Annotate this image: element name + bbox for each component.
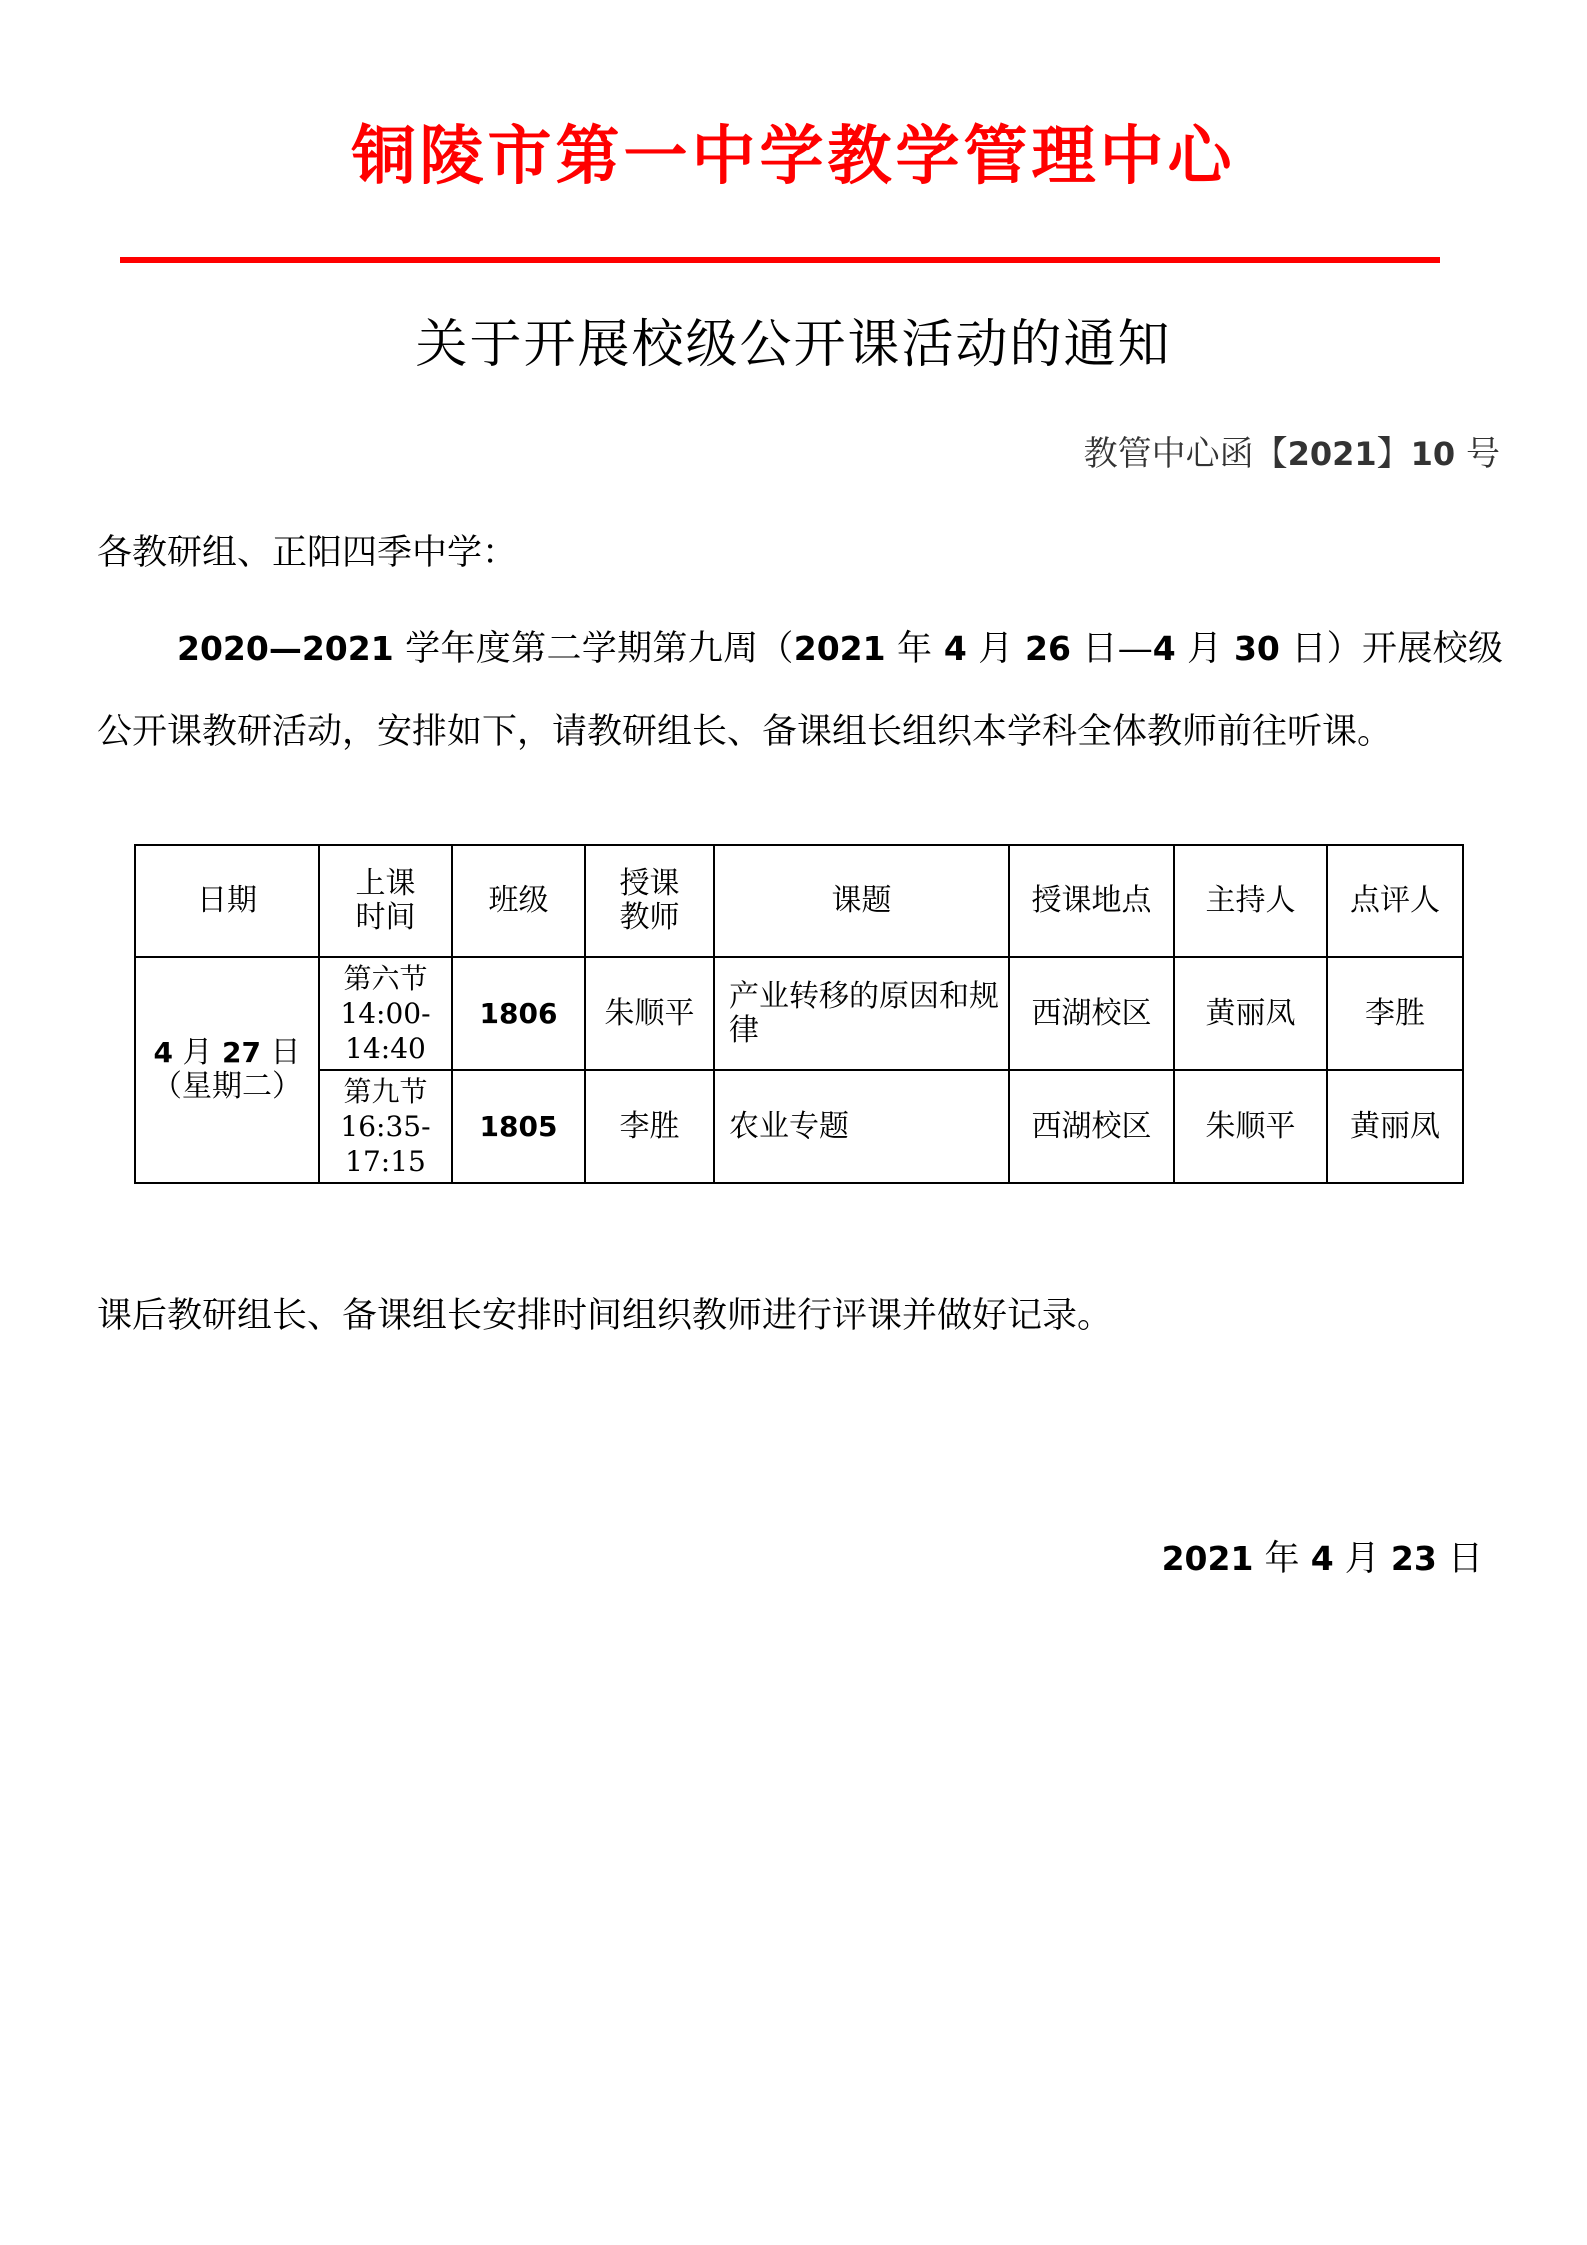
topic-cell: 农业专题	[714, 1070, 1009, 1183]
date-weekday: （星期二）	[152, 1069, 302, 1104]
header-teacher	[585, 845, 714, 957]
notice-title: 关于开展校级公开课活动的通知	[415, 315, 1172, 375]
reviewer-cell: 黄丽凤	[1327, 1070, 1463, 1183]
time-start: 16:35-	[340, 1110, 431, 1143]
doc-number-no: 10	[1410, 435, 1456, 473]
body-month-start: 4	[943, 629, 967, 668]
table-row	[135, 957, 1463, 1070]
teacher-cell: 李胜	[585, 1070, 714, 1183]
date-cell	[135, 957, 319, 1183]
class-cell: 1805	[452, 1070, 585, 1183]
header-topic: 课题	[714, 845, 1009, 957]
date-month: 4	[153, 1036, 173, 1069]
header-teacher-line2: 教师	[619, 900, 680, 935]
doc-number-year: 2021	[1287, 435, 1377, 473]
header-date: 日期	[135, 845, 319, 957]
body-text: 日—	[1070, 629, 1153, 669]
sign-month-label: 月	[1333, 1539, 1391, 1579]
body-text: 年	[885, 629, 944, 669]
salutation: 各教研组、正阳四季中学：	[97, 533, 518, 573]
body-text: 学年度第二学期第九周（	[393, 629, 794, 669]
header-teacher-line1: 授课	[619, 866, 680, 901]
sign-month: 4	[1310, 1539, 1334, 1578]
academic-year-range: 2020—2021	[177, 629, 394, 668]
header-class: 班级	[452, 845, 585, 957]
sign-year: 2021	[1161, 1539, 1254, 1578]
table-header-row	[135, 845, 1463, 957]
time-start: 14:00-	[340, 997, 431, 1030]
topic-cell: 产业转移的原因和规律	[714, 957, 1009, 1070]
body-day-end: 30	[1233, 629, 1280, 668]
body-text: 日）开展校级公开课教研活动，安排如下，请教研组长、备课组长组织本学科全体教师前往听课。	[97, 629, 1503, 752]
table-row	[135, 1070, 1463, 1183]
closing-paragraph: 课后教研组长、备课组长安排时间组织教师进行评课并做好记录。	[97, 1296, 1113, 1336]
time-cell	[319, 1070, 452, 1183]
host-cell: 黄丽凤	[1174, 957, 1327, 1070]
header-time-line2: 时间	[355, 900, 416, 935]
header-time-line1: 上课	[355, 866, 416, 901]
time-cell	[319, 957, 452, 1070]
teacher-cell: 朱顺平	[585, 957, 714, 1070]
red-divider-line	[120, 257, 1440, 263]
period: 第六节	[343, 962, 428, 995]
document-number	[1084, 430, 1500, 478]
header-reviewer: 点评人	[1327, 845, 1463, 957]
date-day: 27	[222, 1036, 261, 1069]
period: 第九节	[343, 1075, 428, 1108]
sign-day: 23	[1390, 1539, 1437, 1578]
signature-date	[1162, 1533, 1483, 1585]
header-host: 主持人	[1174, 845, 1327, 957]
header-time	[319, 845, 452, 957]
date-month-label: 月	[172, 1035, 223, 1070]
organization-title: 铜陵市第一中学教学管理中心	[351, 120, 1236, 194]
sign-day-label: 日	[1436, 1539, 1483, 1579]
date-day-label: 日	[260, 1035, 301, 1070]
body-paragraph	[97, 607, 1503, 774]
body-month-end: 4	[1152, 629, 1176, 668]
class-cell: 1806	[452, 957, 585, 1070]
body-text: 月	[1175, 629, 1234, 669]
time-end: 17:15	[345, 1145, 426, 1178]
time-end: 14:40	[345, 1032, 426, 1065]
schedule-table	[134, 844, 1464, 1184]
doc-number-bracket: 】	[1376, 434, 1411, 474]
doc-number-prefix: 教管中心函【	[1083, 434, 1288, 474]
sign-year-label: 年	[1253, 1539, 1311, 1579]
doc-number-suffix: 号	[1455, 434, 1500, 474]
location-cell: 西湖校区	[1009, 1070, 1174, 1183]
body-text: 月	[966, 629, 1026, 669]
host-cell: 朱顺平	[1174, 1070, 1327, 1183]
body-year: 2021	[793, 629, 886, 668]
location-cell: 西湖校区	[1009, 957, 1174, 1070]
header-location: 授课地点	[1009, 845, 1174, 957]
reviewer-cell: 李胜	[1327, 957, 1463, 1070]
body-day-start: 26	[1025, 629, 1071, 668]
